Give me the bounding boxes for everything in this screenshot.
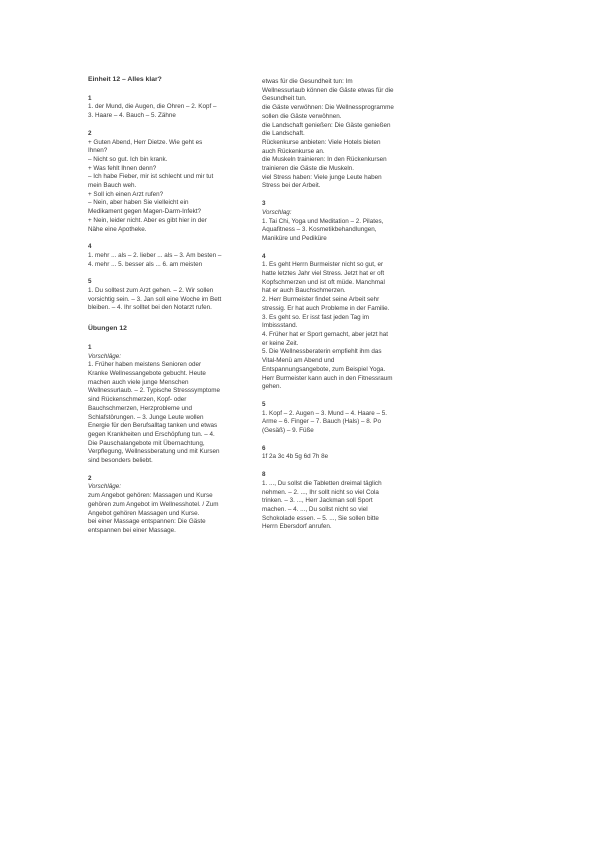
answer-line: viel Stress haben: Viele junge Leute haben xyxy=(262,173,382,181)
answer-line: hat er auch Bauchschmerzen. xyxy=(262,287,346,295)
answer-line: 1. Du solltest zum Arzt gehen. – 2. Wir sollen xyxy=(88,287,214,295)
answer-line: Nähe eine Apotheke. xyxy=(88,225,147,233)
answer-section xyxy=(88,130,246,234)
answer-section xyxy=(88,95,246,121)
answer-line: Maniküre und Pediküre xyxy=(262,234,327,242)
answer-line: sollen die Gäste verwöhnen. xyxy=(262,112,342,120)
answer-line: die Landschaft genießen: Die Gäste genießen xyxy=(262,121,391,129)
answer-line: Imbissstand. xyxy=(262,322,298,330)
answer-line: – Nein, aber haben Sie vielleicht ein xyxy=(88,199,189,207)
answer-line: (Gesäß) – 9. Füße xyxy=(262,427,314,435)
answer-line: entspannen bei einer Massage. xyxy=(88,526,176,534)
answer-section xyxy=(88,344,246,466)
section-number: 2 xyxy=(88,474,92,482)
answer-line: auch Rückenkurse an. xyxy=(262,147,325,155)
answer-line: gehen. xyxy=(262,383,282,391)
answer-line: gegen Krankheiten und Erschöpfung tun. – 4. xyxy=(88,430,215,438)
answer-line: Wellnessurlaub. – 2. Typische Stresssymptome xyxy=(88,387,221,395)
answer-line: machen auch viele junge Menschen xyxy=(88,378,189,386)
section-number: 5 xyxy=(262,400,266,408)
section-number: 2 xyxy=(88,129,92,137)
answer-line: Verpflegung, Wellnessberatung und mit Kursen xyxy=(88,448,220,456)
answer-line: 2. Herr Burmeister findet seine Arbeit sehr xyxy=(262,296,380,304)
answer-line: Wellnessurlaub können die Gäste etwas für die xyxy=(262,86,394,94)
answer-line: Herrn Ebersdorf anrufen. xyxy=(262,523,332,531)
answer-section xyxy=(262,401,420,436)
section-number: 6 xyxy=(262,444,266,452)
answer-section xyxy=(262,200,420,244)
answer-line: Kopfschmerzen und ist oft müde. Manchmal xyxy=(262,278,385,286)
answer-line: Kranke Wellnessangebote gebucht. Heute xyxy=(88,369,206,377)
answer-line: + Nein, leider nicht. Aber es gibt hier in der xyxy=(88,216,207,224)
answer-section xyxy=(88,243,246,269)
answer-line: stressig. Er hat auch Probleme in der Familie. xyxy=(262,304,390,312)
left-exercises xyxy=(88,344,246,536)
answer-line: + Soll ich einen Arzt rufen? xyxy=(88,190,164,198)
answer-line: Gesundheit tun. xyxy=(262,95,307,103)
answer-section xyxy=(88,278,246,313)
answer-line: er keine Zeit. xyxy=(262,339,299,347)
answer-line: Herr Burmeister kann auch in den Fitnessraum xyxy=(262,374,393,382)
answer-line: – Ich habe Fieber, mir ist schlecht und mir tut xyxy=(88,173,214,181)
answer-line: sind besonders beliebt. xyxy=(88,457,153,465)
answer-line: Bauchschmerzen, Herzprobleme und xyxy=(88,404,192,412)
answer-line: 1. mehr ... als – 2. lieber ... als – 3. Am besten – xyxy=(88,251,222,259)
answer-line: Stress bei der Arbeit. xyxy=(262,182,321,190)
answer-line: 3. Haare – 4. Bauch – 5. Zähne xyxy=(88,112,176,120)
answer-line: bleiben. – 4. Ihr solltet bei den Notarzt rufen. xyxy=(88,304,212,312)
section-number: 3 xyxy=(262,200,266,208)
answer-line: vorsichtig sein. – 3. Jan soll eine Woche im Bett xyxy=(88,295,222,303)
answer-line: 4. Früher hat er Sport gemacht, aber jetzt hat xyxy=(262,330,389,338)
right-intro xyxy=(262,78,420,191)
answer-line: 1. der Mund, die Augen, die Ohren – 2. Kopf – xyxy=(88,103,217,111)
answer-line: zum Angebot gehören: Massagen und Kurse xyxy=(88,492,213,500)
unit-title: Einheit 12 – Alles klar? xyxy=(88,76,162,83)
exercises-title: Übungen 12 xyxy=(88,325,127,333)
answer-line: mein Bauch weh. xyxy=(88,182,137,190)
answer-section xyxy=(262,471,420,532)
answer-line: Entspannungsangebote, zum Beispiel Yoga. xyxy=(262,365,386,373)
answer-line: die Landschaft. xyxy=(262,130,305,138)
answer-line: 1. Früher haben meistens Senioren oder xyxy=(88,361,202,369)
answer-section xyxy=(88,475,246,536)
answer-line: Rückenkurse anbieten: Viele Hotels bieten xyxy=(262,138,381,146)
answer-line: Ihnen? xyxy=(88,147,108,155)
section-number: 4 xyxy=(88,243,92,251)
answer-line: 3. Es geht so. Er isst fast jeden Tag im xyxy=(262,313,369,321)
answer-line: Schokolade essen. – 5. ..., Sie sollen bitte xyxy=(262,514,379,522)
answer-line: 5. Die Wellnessberaterin empfiehlt ihm das xyxy=(262,348,382,356)
section-number: 1 xyxy=(88,94,92,102)
right-sections xyxy=(262,200,420,532)
answer-line: 4. mehr ... 5. besser als ... 6. am meisten xyxy=(88,260,203,268)
answer-line: trainieren die Gäste die Muskeln. xyxy=(262,165,355,173)
section-number: 8 xyxy=(262,471,266,479)
answer-line: Vorschläge: xyxy=(88,483,122,491)
answer-line: + Guten Abend, Herr Dietze. Wie geht es xyxy=(88,138,203,146)
section-number: 1 xyxy=(88,343,92,351)
answer-line: 1. Kopf – 2. Augen – 3. Mund – 4. Haare – 5. xyxy=(262,409,387,417)
answer-line: gehören zum Angebot im Wellnesshotel. / Zum xyxy=(88,500,219,508)
answer-line: 1. Tai Chi, Yoga und Meditation – 2. Pilates, xyxy=(262,217,384,225)
answer-line: 1f 2a 3c 4b 5g 6d 7h 8e xyxy=(262,453,329,461)
section-number: 5 xyxy=(88,278,92,286)
answer-line: Arme – 6. Finger – 7. Bauch (Hals) – 8. Po xyxy=(262,418,381,426)
answer-line: sind Rückenschmerzen, Kopf- oder xyxy=(88,396,187,404)
section-number: 4 xyxy=(262,252,266,260)
answer-line: bei einer Massage entspannen: Die Gäste xyxy=(88,518,206,526)
answer-line: etwas für die Gesundheit tun: Im xyxy=(262,78,353,85)
answer-line: Medikament gegen Magen-Darm-Infekt? xyxy=(88,208,202,216)
answer-line: Aquafitness – 3. Kosmetikbehandlungen, xyxy=(262,226,377,234)
answer-line: die Gäste verwöhnen: Die Wellnessprogramme xyxy=(262,104,394,112)
answer-line: trinken. – 3. ..., Herr Jackman soll Sport xyxy=(262,497,373,505)
answer-line: Vorschlag: xyxy=(262,208,292,216)
answer-line: + Was fehlt Ihnen denn? xyxy=(88,164,157,172)
answer-line: Angebot gehören Massagen und Kurse. xyxy=(88,509,200,517)
left-column xyxy=(88,76,246,545)
answer-line: Energie für den Berufsalltag tanken und etwas xyxy=(88,422,218,430)
answer-line: hatte letztes Jahr viel Stress. Jetzt hat er oft xyxy=(262,270,385,278)
answer-line: 1. Es geht Herrn Burmeister nicht so gut, er xyxy=(262,261,384,269)
answer-line: 1. ..., Du sollst die Tabletten dreimal täglich xyxy=(262,479,382,487)
answer-line: nehmen. – 2. ..., Ihr sollt nicht so viel Cola xyxy=(262,488,379,496)
answer-line: Vital-Menü am Abend und xyxy=(262,357,335,365)
left-sections xyxy=(88,95,246,313)
answer-section xyxy=(262,445,420,462)
answer-section xyxy=(262,253,420,392)
answer-line: Schlafstörungen. – 3. Junge Leute wollen xyxy=(88,413,204,421)
answer-line: Vorschläge: xyxy=(88,352,122,360)
right-column xyxy=(262,78,420,541)
answer-line: machen. – 4. ..., Du sollst nicht so viel xyxy=(262,505,368,513)
answer-line: Die Pauschalangebote mit Übernachtung, xyxy=(88,439,205,447)
answer-line: die Muskeln trainieren: In den Rückenkursen xyxy=(262,156,387,164)
answer-line: – Nicht so gut. Ich bin krank. xyxy=(88,155,168,163)
